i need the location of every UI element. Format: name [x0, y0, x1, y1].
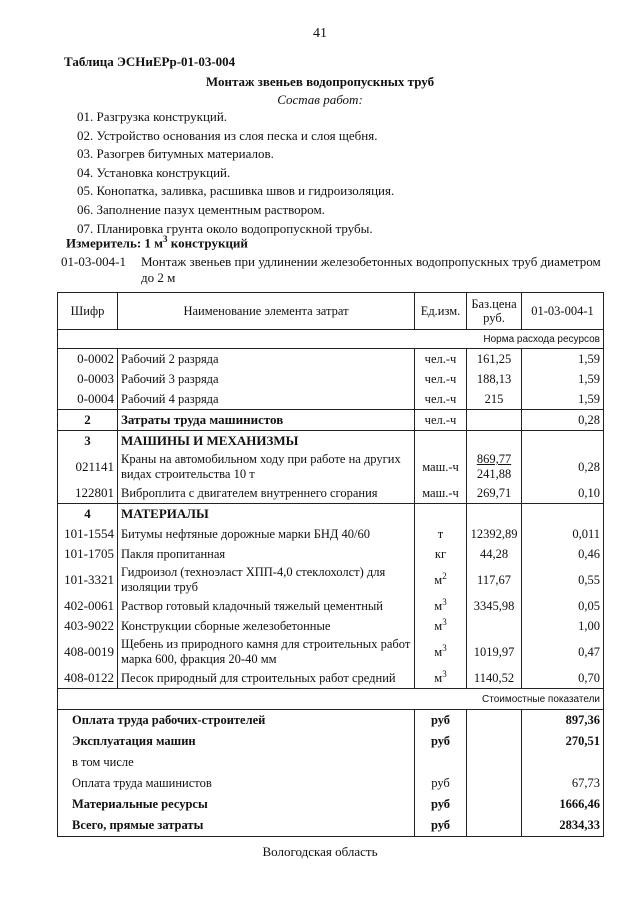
row-code: 122801	[58, 483, 118, 504]
price-text: 1140,52	[473, 670, 515, 685]
table-row	[58, 369, 604, 389]
price-text: 161,25	[476, 351, 512, 366]
table-header-row	[58, 293, 604, 330]
totals-unit: руб	[415, 794, 467, 815]
item-description: Монтаж звеньев при удлинении железобетонных водопропускных труб диаметром до 2 м	[141, 254, 601, 285]
totals-unit	[415, 752, 467, 773]
totals-row	[58, 773, 604, 794]
row-unit	[415, 668, 467, 689]
totals-value: 897,36	[522, 710, 604, 732]
footer-region: Вологодская область	[262, 844, 378, 859]
row-name: Рабочий 3 разряда	[118, 369, 415, 389]
row-name: МАШИНЫ И МЕХАНИЗМЫ	[118, 431, 415, 452]
unit-text: м	[434, 572, 443, 587]
totals-price	[467, 773, 522, 794]
row-code: 403-9022	[58, 616, 118, 636]
totals-price	[467, 752, 522, 773]
measure-rest: конструкций	[167, 235, 248, 251]
row-name: Затраты труда машинистов	[118, 410, 415, 431]
totals-row	[58, 710, 604, 732]
totals-row	[58, 794, 604, 815]
item-code: 01-03-004-1	[61, 254, 126, 269]
row-name: Краны на автомобильном ходу при работе на других видах строительства 10 т	[118, 451, 415, 483]
cost-label: Стоимостные показатели	[58, 689, 604, 710]
totals-row	[58, 752, 604, 773]
totals-unit: руб	[415, 710, 467, 732]
table-row	[58, 596, 604, 616]
work-item: 06. Заполнение пазух цементным раствором.	[77, 201, 325, 217]
row-name: Раствор готовый кладочный тяжелый цементный	[118, 596, 415, 616]
table-subtitle: Монтаж звеньев водопропускных труб	[205, 74, 435, 89]
row-price	[467, 431, 522, 452]
row-code: 0-0003	[58, 369, 118, 389]
totals-row	[58, 731, 604, 752]
row-code: 101-1705	[58, 544, 118, 564]
row-name: Рабочий 2 разряда	[118, 349, 415, 370]
row-value: 1,59	[522, 369, 604, 389]
totals-price	[467, 731, 522, 752]
totals-price	[467, 794, 522, 815]
row-code: 408-0122	[58, 668, 118, 689]
row-value: 0,011	[522, 524, 604, 544]
row-price	[467, 349, 522, 370]
totals-value: 67,73	[522, 773, 604, 794]
price-text-2: 241,88	[476, 467, 512, 481]
row-value	[522, 504, 604, 525]
row-unit	[415, 596, 467, 616]
price-text: 869,77	[476, 452, 512, 466]
work-item: 07. Планировка грунта около водопропускной трубы.	[77, 220, 373, 236]
resource-table	[57, 292, 604, 837]
table-row	[58, 616, 604, 636]
header-price: Баз.цена руб.	[467, 293, 522, 330]
row-value: 0,70	[522, 668, 604, 689]
measure-sup: 3	[163, 234, 168, 244]
totals-value	[522, 752, 604, 773]
row-price	[467, 544, 522, 564]
row-price	[467, 636, 522, 668]
row-price	[467, 668, 522, 689]
totals-label: в том числе	[58, 752, 415, 773]
row-unit	[415, 483, 467, 504]
page-number: 41	[313, 26, 327, 41]
totals-value: 2834,33	[522, 815, 604, 837]
totals-price	[467, 815, 522, 837]
row-price	[467, 451, 522, 483]
price-text: 44,28	[479, 546, 509, 561]
row-value: 0,05	[522, 596, 604, 616]
totals-row	[58, 815, 604, 837]
unit-sup: 3	[442, 596, 447, 607]
measure-unit	[66, 234, 248, 251]
price-text: 269,71	[476, 485, 512, 500]
table-row	[58, 451, 604, 483]
row-unit	[415, 564, 467, 596]
row-value: 1,00	[522, 616, 604, 636]
unit-text: чел.-ч	[424, 351, 457, 366]
row-unit	[415, 431, 467, 452]
work-item: 04. Установка конструкций.	[77, 164, 231, 180]
row-unit	[415, 524, 467, 544]
row-unit	[415, 389, 467, 410]
unit-text: чел.-ч	[424, 412, 457, 427]
price-text: 117,67	[477, 572, 511, 587]
price-text: 3345,98	[473, 598, 515, 613]
row-price	[467, 564, 522, 596]
row-code: 2	[58, 410, 118, 431]
header-item: 01-03-004-1	[522, 293, 604, 330]
price-text: 215	[484, 391, 504, 406]
row-name: Конструкции сборные железобетонные	[118, 616, 415, 636]
price-text: 1019,97	[473, 644, 515, 659]
row-unit	[415, 451, 467, 483]
works-list	[77, 108, 394, 238]
row-code: 402-0061	[58, 596, 118, 616]
row-price	[467, 524, 522, 544]
row-value: 0,28	[522, 410, 604, 431]
unit-text: маш.-ч	[422, 485, 459, 500]
row-unit	[415, 616, 467, 636]
row-code: 101-3321	[58, 564, 118, 596]
row-unit	[415, 349, 467, 370]
unit-text: м	[434, 598, 443, 613]
cost-row	[58, 689, 604, 710]
row-name: Рабочий 4 разряда	[118, 389, 415, 410]
row-value: 1,59	[522, 389, 604, 410]
unit-sup: 2	[442, 570, 447, 581]
price-text: 12392,89	[470, 526, 518, 541]
row-value: 0,10	[522, 483, 604, 504]
header-unit: Ед.изм.	[415, 293, 467, 330]
row-code: 3	[58, 431, 118, 452]
work-item: 02. Устройство основания из слоя песка и слоя щебня.	[77, 127, 378, 143]
unit-text: м	[434, 644, 443, 659]
row-name: Щебень из природного камня для строительных работ марка 600, фракция 20-40 мм	[118, 636, 415, 668]
table-row	[58, 504, 604, 525]
work-item: 01. Разгрузка конструкций.	[77, 109, 228, 124]
row-code: 408-0019	[58, 636, 118, 668]
resource-rows	[58, 349, 604, 689]
row-price	[467, 369, 522, 389]
unit-text: чел.-ч	[424, 391, 457, 406]
row-value: 0,28	[522, 451, 604, 483]
row-price	[467, 410, 522, 431]
row-value: 1,59	[522, 349, 604, 370]
row-unit	[415, 504, 467, 525]
table-row	[58, 483, 604, 504]
row-value	[522, 431, 604, 452]
unit-text: м	[434, 670, 443, 685]
row-value: 0,46	[522, 544, 604, 564]
row-name: Песок природный для строительных работ средний	[118, 668, 415, 689]
unit-text: т	[437, 526, 444, 541]
row-unit	[415, 636, 467, 668]
row-unit	[415, 544, 467, 564]
table-row	[58, 524, 604, 544]
table-row	[58, 410, 604, 431]
row-name: Битумы нефтяные дорожные марки БНД 40/60	[118, 524, 415, 544]
unit-text: м	[434, 618, 443, 633]
row-value: 0,55	[522, 564, 604, 596]
row-price	[467, 389, 522, 410]
norm-row	[58, 330, 604, 349]
row-unit	[415, 369, 467, 389]
table-row	[58, 564, 604, 596]
totals-label: Материальные ресурсы	[58, 794, 415, 815]
row-code: 021141	[58, 451, 118, 483]
unit-sup: 3	[442, 668, 447, 679]
table-row	[58, 544, 604, 564]
totals-label: Оплата труда машинистов	[58, 773, 415, 794]
totals-value: 1666,46	[522, 794, 604, 815]
price-text: 188,13	[476, 371, 512, 386]
table-row	[58, 668, 604, 689]
row-price	[467, 596, 522, 616]
row-code: 4	[58, 504, 118, 525]
row-code: 0-0004	[58, 389, 118, 410]
header-name: Наименование элемента затрат	[118, 293, 415, 330]
table-title: Таблица ЭСНиЕРр-01-03-004	[64, 54, 236, 69]
table-row	[58, 349, 604, 370]
totals-unit: руб	[415, 731, 467, 752]
row-name: Пакля пропитанная	[118, 544, 415, 564]
row-unit	[415, 410, 467, 431]
work-item: 03. Разогрев битумных материалов.	[77, 146, 274, 162]
totals-label: Эксплуатация машин	[58, 731, 415, 752]
unit-text: чел.-ч	[424, 371, 457, 386]
row-name: Виброплита с двигателем внутреннего сгорания	[118, 483, 415, 504]
row-price	[467, 616, 522, 636]
unit-text: кг	[434, 546, 447, 561]
row-code: 101-1554	[58, 524, 118, 544]
row-price	[467, 504, 522, 525]
measure-label: Измеритель: 1 м	[66, 235, 164, 251]
row-code: 0-0002	[58, 349, 118, 370]
table-row	[58, 636, 604, 668]
work-item: 05. Конопатка, заливка, расшивка швов и гидроизоляция.	[77, 183, 395, 199]
unit-sup: 3	[442, 616, 447, 627]
row-value: 0,47	[522, 636, 604, 668]
table-row	[58, 389, 604, 410]
header-code: Шифр	[58, 293, 118, 330]
table-row	[58, 431, 604, 452]
totals-value: 270,51	[522, 731, 604, 752]
totals-unit: руб	[415, 815, 467, 837]
unit-text: маш.-ч	[422, 459, 459, 474]
totals-label: Всего, прямые затраты	[58, 815, 415, 837]
row-name: Гидроизол (техноэласт ХПП-4,0 стеклохолст) для изоляции труб	[118, 564, 415, 596]
totals-price	[467, 710, 522, 732]
totals-rows	[58, 710, 604, 837]
totals-label: Оплата труда рабочих-строителей	[58, 710, 415, 732]
composition-heading: Состав работ:	[277, 92, 363, 107]
unit-sup: 3	[442, 642, 447, 653]
row-name: МАТЕРИАЛЫ	[118, 504, 415, 525]
norm-label: Норма расхода ресурсов	[58, 330, 604, 349]
totals-unit: руб	[415, 773, 467, 794]
row-price	[467, 483, 522, 504]
